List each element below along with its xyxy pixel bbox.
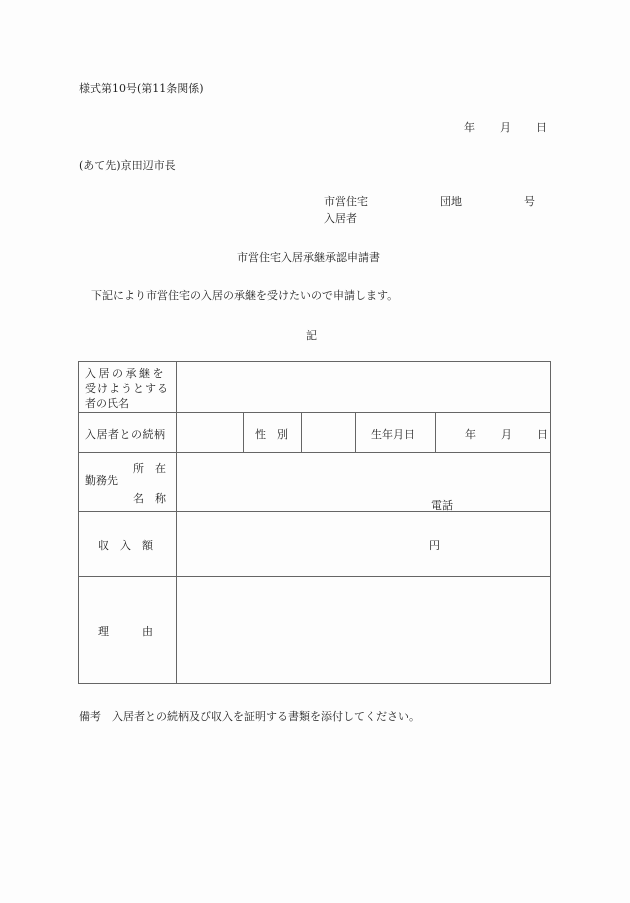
resident-label: 入居者 xyxy=(324,212,357,225)
income-label: 収 入 額 xyxy=(98,539,153,552)
column-divider xyxy=(243,412,244,452)
income-field[interactable] xyxy=(178,512,548,575)
birthdate-label: 生年月日 xyxy=(371,428,415,441)
date-day-label: 日 xyxy=(536,121,547,134)
application-table xyxy=(78,361,551,684)
relationship-field[interactable] xyxy=(178,413,242,451)
column-divider xyxy=(435,412,436,452)
successor-name-label-1: 入居の承継を xyxy=(85,367,166,380)
document-title: 市営住宅入居承継承認申請書 xyxy=(237,251,380,264)
reason-field[interactable] xyxy=(178,577,548,683)
number-label: 号 xyxy=(524,195,535,208)
column-divider xyxy=(355,412,356,452)
danchi-label: 団地 xyxy=(440,195,462,208)
workplace-name-label: 名 称 xyxy=(133,492,166,505)
date-year-label: 年 xyxy=(464,121,475,134)
date-month-label: 月 xyxy=(500,121,511,134)
yen-unit: 円 xyxy=(429,539,440,552)
reason-label: 理 由 xyxy=(98,625,153,638)
phone-label: 電話 xyxy=(431,499,453,512)
remarks: 備考 入居者との続柄及び収入を証明する書類を添付してください。 xyxy=(79,710,420,723)
workplace-location-label: 所 在 xyxy=(133,462,166,475)
form-number: 様式第10号(第11条関係) xyxy=(79,82,204,95)
column-divider xyxy=(301,412,302,452)
column-divider xyxy=(176,362,177,683)
addressee: (あて先)京田辺市長 xyxy=(79,159,176,172)
successor-name-label-2: 受けようとする xyxy=(85,382,169,395)
ki-label: 記 xyxy=(306,329,317,342)
gender-field[interactable] xyxy=(303,413,354,451)
birth-day-label: 日 xyxy=(537,428,548,441)
birth-month-label: 月 xyxy=(501,428,512,441)
relationship-label: 入居者との続柄 xyxy=(85,428,166,441)
successor-name-field[interactable] xyxy=(178,363,548,411)
workplace-label: 勤務先 xyxy=(85,474,118,487)
intro-text: 下記により市営住宅の入居の承継を受けたいので申請します。 xyxy=(91,289,399,302)
workplace-field[interactable] xyxy=(178,453,548,510)
birth-year-label: 年 xyxy=(465,428,476,441)
gender-label: 性 別 xyxy=(255,428,288,441)
successor-name-label-3: 者の氏名 xyxy=(85,397,129,410)
housing-label: 市営住宅 xyxy=(324,195,368,208)
